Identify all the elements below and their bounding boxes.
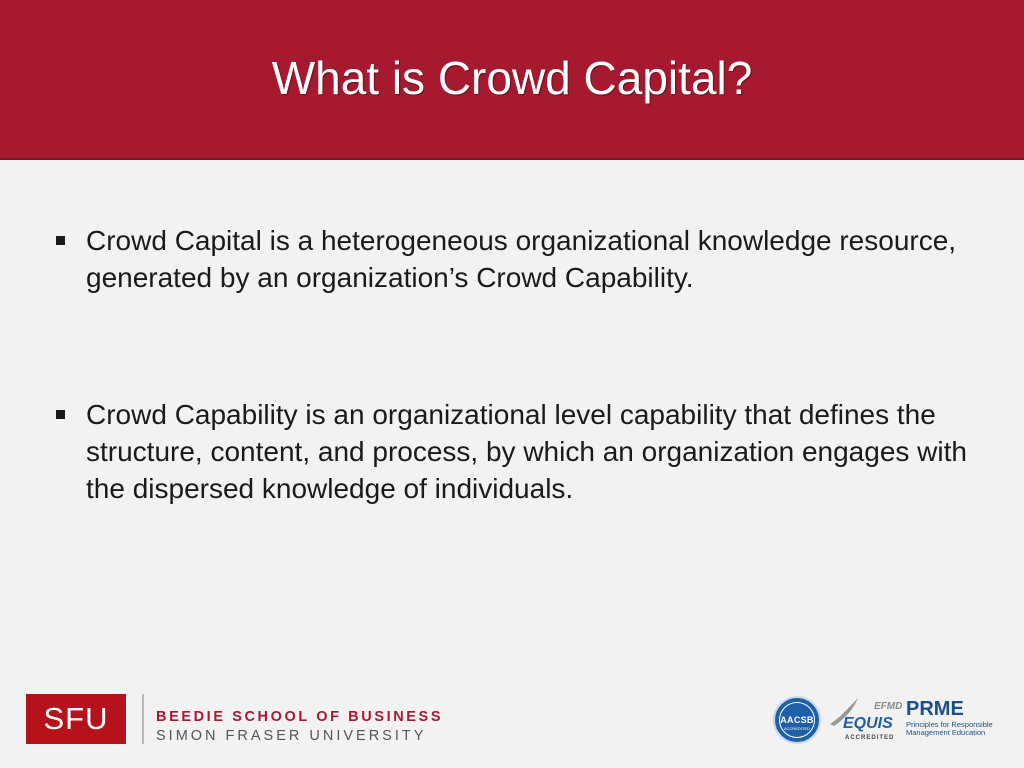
square-bullet-icon (56, 410, 65, 419)
bullet-item (56, 396, 996, 507)
prme-logo-text: PRME (906, 698, 964, 720)
efmd-text: EFMD (874, 701, 903, 712)
title-bar (0, 0, 1024, 160)
bullet-item (56, 222, 996, 296)
logo-divider (142, 694, 144, 744)
prme-subtitle: Principles for Responsible Management Education (906, 720, 993, 737)
aacsb-accreditation-logo (773, 696, 821, 744)
bullet-text: Crowd Capability is an organizational level capability that defines the structure, content, and process, by which an organization engages with the dispersed knowledge of individuals. (86, 399, 967, 504)
school-name: BEEDIE SCHOOL OF BUSINESS (156, 709, 444, 725)
aacsb-text: AACSB (780, 715, 814, 725)
slide-title: What is Crowd Capital? (271, 52, 753, 104)
bullet-text: Crowd Capital is a heterogeneous organizational knowledge resource, generated by an organization’s Crowd Capability. (86, 225, 957, 293)
sfu-logo-text: SFU (43, 701, 109, 736)
sfu-logo (26, 694, 126, 744)
equis-logo-text: EQUIS (843, 715, 893, 732)
square-bullet-icon (56, 236, 65, 245)
aacsb-sub-text: ACCREDITED (783, 726, 810, 731)
bullet-list (56, 222, 996, 507)
equis-accredited-text: ACCREDITED (845, 735, 895, 741)
university-name: SIMON FRASER UNIVERSITY (156, 728, 427, 744)
